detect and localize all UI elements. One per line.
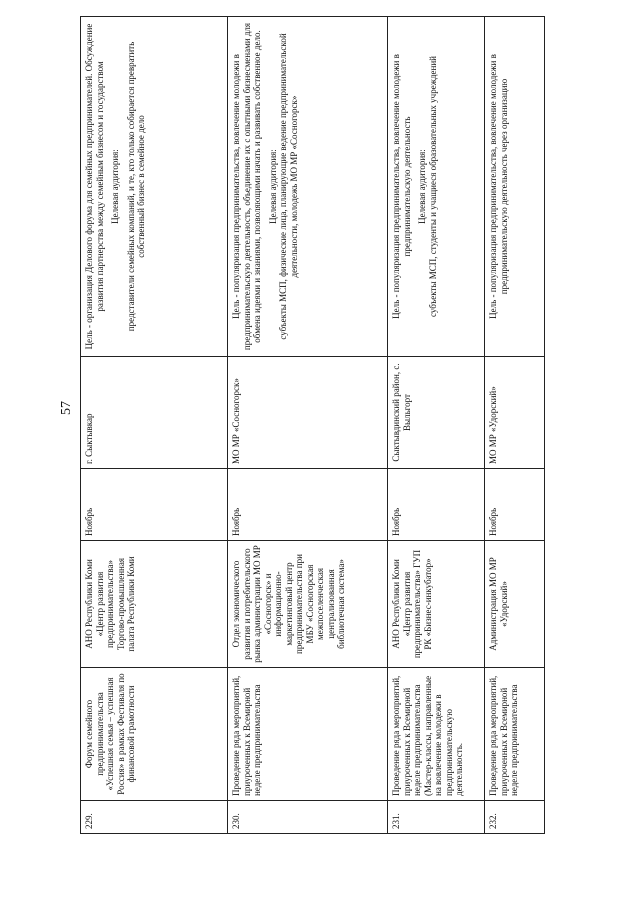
audience-text: представители семейных компаний, и те, кто только собирается превратить собственный бизнес в семейное дело	[125, 41, 146, 332]
event-date: Ноябрь	[485, 469, 545, 541]
table-row	[485, 17, 545, 834]
goal-text: Цель - популяризация предпринимательства, вовлечение молодежи в предпринимательскую деятельность, объединение их с опытными бизнесменами для обмена идеями и знаниями, позволяющими начать и развивать собственное дело.	[231, 22, 262, 351]
organizer: АНО Республики Коми «Центр развития предпринимательства» Торгово-промышленная палата Республики Коми	[81, 541, 228, 668]
events-table-rotated	[80, 16, 580, 834]
row-number: 230.	[228, 801, 388, 834]
event-place: Сыктывдинский район, с. Выльгорт	[388, 357, 485, 469]
event-goal	[485, 17, 545, 357]
event-date: Ноябрь	[388, 469, 485, 541]
row-number: 232.	[485, 801, 545, 834]
event-place: г. Сыктывкар	[81, 357, 228, 469]
audience-label: Целевая аудитория:	[417, 149, 427, 224]
audience-text: субъекты МСП, физические лица, планирующие ведение предпринимательской деятельности, молодежь МО МР «Сосногорск»	[278, 33, 299, 340]
event-date: Ноябрь	[228, 469, 388, 541]
table-row	[81, 17, 228, 834]
event-goal	[228, 17, 388, 357]
event-name: Форум семейного предпринимательства «Успешная семья – успешная Россия» в рамках Фестиваля по финансовой грамотности	[81, 668, 228, 801]
table-row	[388, 17, 485, 834]
event-name: Проведение ряда мероприятий, приуроченных к Всемирной неделе предпринимательства	[485, 668, 545, 801]
events-table	[80, 16, 545, 834]
page-number: 57	[59, 401, 74, 415]
organizer: Администрация МО МР «Удорский»	[485, 541, 545, 668]
event-date: Ноябрь	[81, 469, 228, 541]
event-place: МО МР «Удорский»	[485, 357, 545, 469]
event-goal	[388, 17, 485, 357]
event-place: МО МР «Сосногорск»	[228, 357, 388, 469]
audience-label: Целевая аудитория:	[267, 149, 278, 224]
event-name: Проведение ряда мероприятий, приуроченных к Всемирной неделе предпринимательства (Мастер-классы, направленные на вовлечение молодежи в предпринимательскую деятельность.	[388, 668, 485, 801]
goal-text: Цель - популяризация предпринимательства, вовлечение молодежи в предпринимательскую деятельность через организацию	[488, 54, 509, 319]
event-goal	[81, 17, 228, 357]
goal-text: Цель - организация Делового форума для семейных предпринимателей. Обсуждение развития партнерства между семейным бизнесом и государством	[84, 23, 105, 350]
goal-text: Цель - популяризация предпринимательства, вовлечение молодежи в предпринимательскую деятельность	[391, 54, 412, 319]
row-number: 229.	[81, 801, 228, 834]
audience-text: субъекты МСП, студенты и учащиеся образовательных учреждений	[427, 56, 438, 317]
organizer: Отдел экономического развития и потребительского рынка администрации МО МР «Сосногорск» и информационно-маркетинговый центр предпринимательства при МБУ «Сосногорская межпоселенческая централизованная библиотечная система»	[228, 541, 388, 668]
row-number: 231.	[388, 801, 485, 834]
audience-label: Целевая аудитория:	[110, 149, 120, 224]
event-name: Проведение ряда мероприятий, приуроченных к Всемирной неделе предпринимательства	[228, 668, 388, 801]
table-row	[228, 17, 388, 834]
organizer: АНО Республики Коми «Центр развития предпринимательства» ГУП РК «Бизнес-инкубатор»	[388, 541, 485, 668]
